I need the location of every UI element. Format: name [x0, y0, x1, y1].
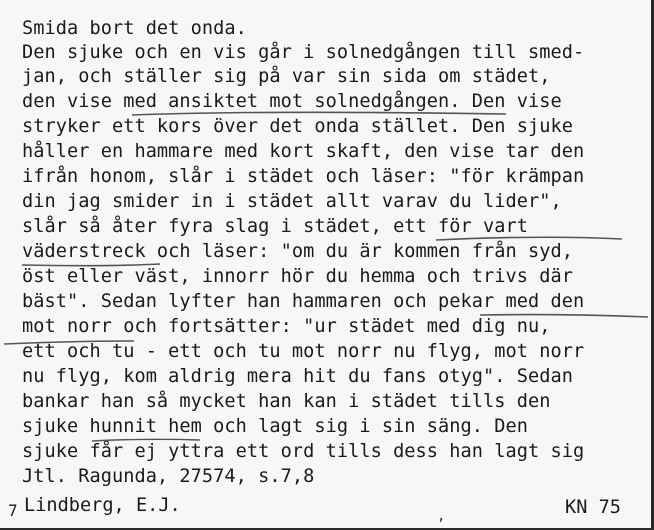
title-line: Smida bort det onda.: [22, 18, 247, 39]
text-line-6: ifrån honom, slår i städet och läser: "för krämpan: [22, 166, 585, 187]
text-line-8: slår så åter fyra slag i städet, ett för vart: [22, 216, 528, 237]
text-line-16: sjuke hunnit hem och lagt sig i sin säng. Den: [22, 416, 528, 437]
text-line-4: stryker ett kors över det onda stället. Den sjuke: [22, 116, 573, 137]
collector-name: Lindberg, E.J.: [24, 495, 181, 516]
pen-mark: ,: [437, 508, 446, 524]
text-line-2: jan, och ställer sig på var sin sida om städet,: [22, 66, 551, 87]
text-line-13: ett och tu - ett och tu mot norr nu flyg, mot norr: [22, 341, 585, 362]
source-line: Jtl. Ragunda, 27574, s.7,8: [22, 466, 315, 487]
text-line-1: Den sjuke och en vis går i solnedgången till smed-: [22, 42, 585, 63]
text-line-17: sjuke får ej yttra ett ord tills dess han lagt sig: [22, 441, 585, 462]
text-line-15: bankar han så mycket han kan i städet tills den: [22, 391, 551, 412]
text-line-7: din jag smider in i städet allt varav du lider",: [22, 191, 562, 212]
text-line-10: öst eller väst, innorr hör du hemma och trivs där: [22, 266, 573, 287]
text-line-3: den vise med ansiktet mot solnedgången. Den vise: [22, 91, 562, 112]
archive-code: KN 75: [565, 497, 621, 518]
text-line-5: håller en hammare med kort skaft, den vise tar den: [22, 141, 585, 162]
card-number: 7: [8, 501, 18, 520]
text-line-14: nu flyg, kom aldrig mera hit du fans otyg". Sedan: [22, 366, 573, 387]
text-line-9: väderstreck och läser: "om du är kommen från syd,: [22, 241, 573, 262]
text-line-12: mot norr och fortsätter: "ur städet med dig nu,: [22, 316, 551, 337]
text-line-11: bäst". Sedan lyfter han hammaren och pekar med den: [22, 291, 585, 312]
